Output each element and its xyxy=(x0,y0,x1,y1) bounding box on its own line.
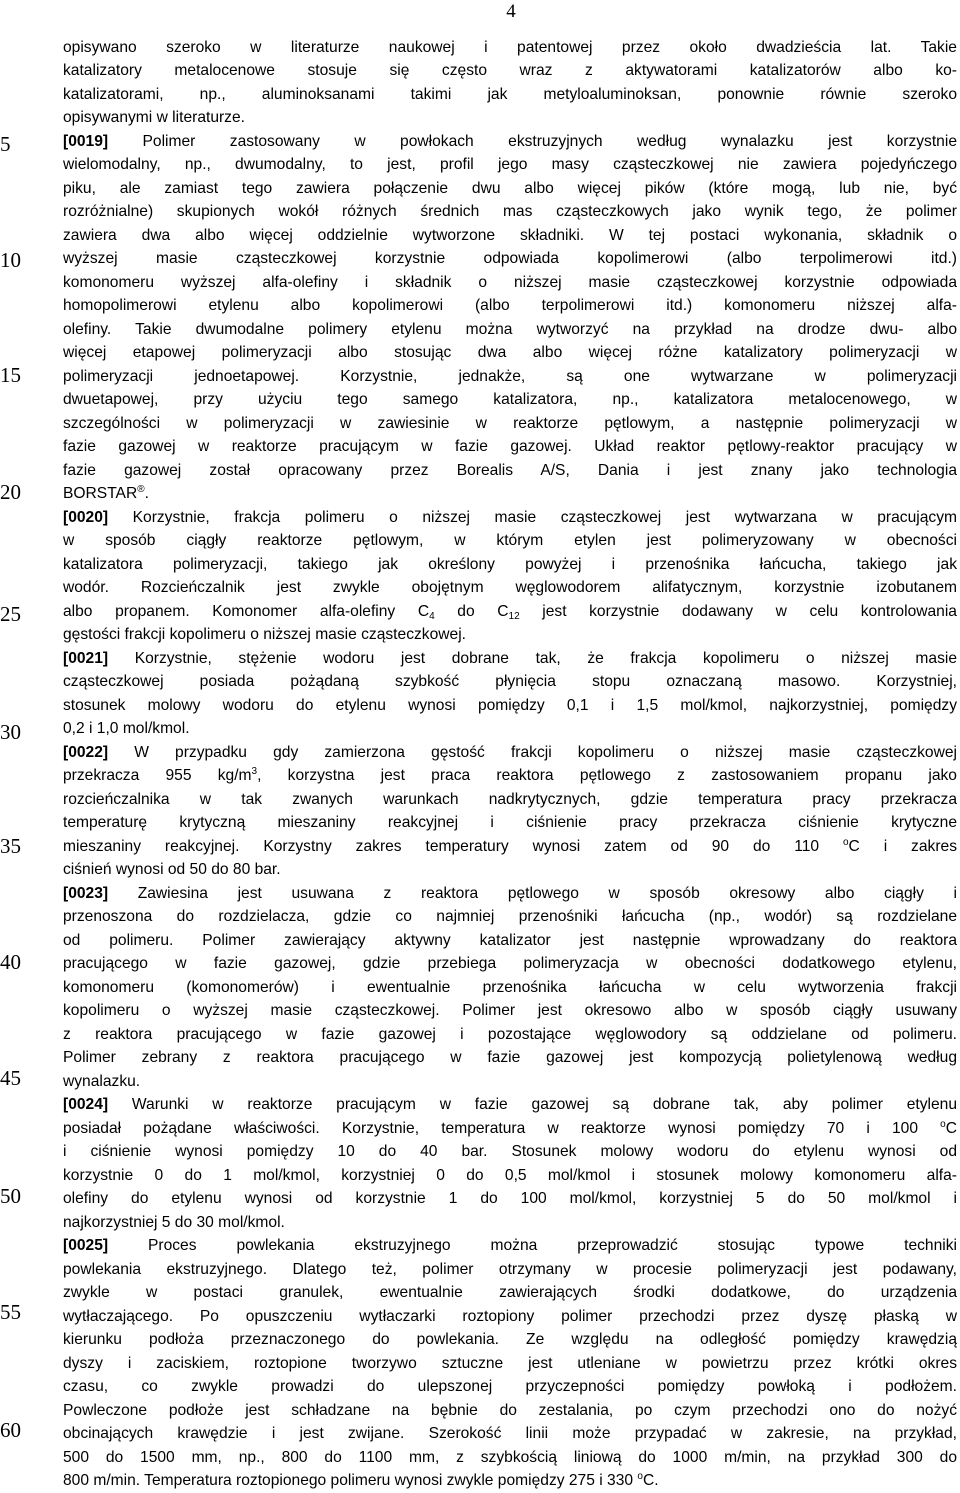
text-line: korzystnie 0 do 1 mol/kmol, korzystniej 0 do 0,5 mol/kmol i stosunek molowy komonomeru alfa- xyxy=(63,1166,957,1184)
text-line: 500 do 1500 mm, np., 800 do 1100 mm, z szybkością liniową do 1000 m/min, na przykład 300 do xyxy=(63,1448,957,1466)
text-line: homopolimerowi etylenu albo kopolimerowi (albo terpolimerowi itd.) komonomeru niższej alfa- xyxy=(63,297,957,315)
text-line: zawiera dwa albo więcej oddzielnie wytworzone składniki. W tej postaci wykonania, składnik o xyxy=(63,226,957,244)
line-number: 5 xyxy=(0,132,11,156)
line-number: 55 xyxy=(0,1300,21,1324)
text-line: gęstości frakcji kopolimeru o niższej masie cząsteczkowej. xyxy=(63,626,466,644)
paragraph-0025-line: [0025] Proces powlekania ekstruzyjnego można przeprowadzić stosując typowe techniki xyxy=(63,1237,957,1255)
line-number: 50 xyxy=(0,1184,21,1208)
text-line: mieszaniny reakcyjnej. Korzystny zakres temperatury wynosi zatem od 90 do 110 $^o$C i zakres xyxy=(63,836,957,855)
paragraph-number: [0020] xyxy=(63,508,109,526)
text-line: wodór. Rozcieńczalnik jest zwykle obojętnym węglowodorem alifatycznym, korzystnie izobutanem xyxy=(63,579,957,597)
text-line: więcej etapowej polimeryzacji albo stosując dwa albo więcej różne katalizatory polimeryzacji w xyxy=(63,344,957,362)
text-line: czasu, co zwykle prowadzi do ulepszonej przyczepności pomiędzy powłoką i podłożem. xyxy=(63,1378,957,1396)
text-line: katalizatory metalocenowe stosuje się często wraz z aktywatorami katalizatorów albo ko- xyxy=(63,62,957,80)
paragraph-number: [0023] xyxy=(63,884,109,902)
text-line: powlekania ekstruzyjnego. Dlatego też, polimer otrzymany w procesie polimeryzacji jest podawany, xyxy=(63,1260,957,1278)
paragraph-0024-line: [0024] Warunki w reaktorze pracującym w fazie gazowej są dobrane tak, aby polimer etylenu xyxy=(63,1096,957,1114)
text-line: fazie gazowej został opracowany przez Borealis A/S, Dania i jest znany jako technologia xyxy=(63,461,957,479)
text-line: opisywanymi w literaturze. xyxy=(63,109,245,127)
text-line: Polimer zebrany z reaktora pracującego w fazie gazowej jest kompozycją polietylenową według xyxy=(63,1049,957,1067)
paragraph-0019-line: [0019] Polimer zastosowany w powłokach ekstruzyjnych według wynalazku jest korzystnie xyxy=(63,132,957,150)
text-line: katalizatora polimeryzacji, takiego jak określony powyżej i przenośnika łańcucha, takiego jak xyxy=(63,555,957,573)
text-line: kierunku podłoża przeznaczonego do powlekania. Ze względu na odległość pomiędzy krawędzią xyxy=(63,1331,957,1349)
line-number: 20 xyxy=(0,480,21,504)
paragraph-number: [0021] xyxy=(63,649,109,667)
text-line: zwykle w postaci granulek, ewentualnie zawierających środki dodatkowe, do urządzenia xyxy=(63,1284,957,1302)
text-line: przenoszona do rozdzielacza, gdzie co najmniej przenośniki łańcucha (np., wodór) są rozdzielane xyxy=(63,908,957,926)
text-line: komonomeru (komonomerów) i ewentualnie przenośnika łańcucha w celu wytworzenia frakcji xyxy=(63,978,957,996)
text-line: BORSTAR®. xyxy=(63,484,149,503)
line-number: 15 xyxy=(0,363,21,387)
text-line: ciśnień wynosi od 50 do 80 bar. xyxy=(63,861,281,879)
line-number: 40 xyxy=(0,950,21,974)
paragraph-number: [0024] xyxy=(63,1096,109,1114)
line-number: 10 xyxy=(0,248,21,272)
text-line: wyższej masie cząsteczkowej korzystnie odpowiada kopolimerowi (albo terpolimerowi itd.) xyxy=(63,250,957,268)
text-line: temperaturę krytyczną mieszaniny reakcyjnej i ciśnienie pracy przekracza ciśnienie krytyczne xyxy=(63,814,957,832)
paragraph-number: [0025] xyxy=(63,1237,109,1255)
text-line: opisywano szeroko w literaturze naukowej i patentowej przez około dwadzieścia lat. Takie xyxy=(63,39,957,56)
text-line: w sposób ciągły reaktorze pętlowym, w którym etylen jest polimeryzowany w obecności xyxy=(63,532,957,550)
text-line: z reaktora pracującego w fazie gazowej i pozostające węglowodory są oddzielane od polimeru. xyxy=(63,1025,957,1043)
text-line: 0,2 i 1,0 mol/kmol. xyxy=(63,720,190,738)
text-line: posiadał pożądane właściwości. Korzystnie, temperatura w reaktorze wynosi pomiędzy 70 i 100 $^o$C xyxy=(63,1118,957,1137)
text-line: piku, ale zamiast tego zawiera połączenie dwu albo więcej pików (które mogą, lub nie, być xyxy=(63,179,957,197)
text-line: przekracza 955 $kg/m^3$, korzystna jest praca reaktora pętlowego z zastosowaniem propanu jako xyxy=(63,766,957,785)
text-line: katalizatorami, np., aluminoksanami takimi jak metyloaluminoksan, ponownie równie szeroko xyxy=(63,85,957,103)
text-line: albo propanem. Komonomer alfa-olefiny $C_4$ do $C_{12}$ jest korzystnie dodawany w celu kontrolowania xyxy=(63,602,957,622)
trademark-symbol: ® xyxy=(137,484,145,496)
text-line: stosunek molowy wodoru do etylenu wynosi pomiędzy 0,1 i 1,5 mol/kmol, najkorzystniej, pomiędzy xyxy=(63,696,957,714)
page-number: 4 xyxy=(506,1,516,22)
paragraph-number: [0019] xyxy=(63,132,109,150)
text-line: kopolimeru o wyższej masie cząsteczkowej. Polimer jest okresowo albo w sposób ciągły usuwany xyxy=(63,1002,957,1020)
text-line: olefiny. Takie dwumodalne polimery etylenu można wytworzyć na przykład na drodze dwu- albo xyxy=(63,320,957,338)
text-line: wytłaczającego. Po opuszczeniu wytłaczarki roztopiony polimer przechodzi przez dyszę płaską w xyxy=(63,1307,957,1325)
text-line: najkorzystniej 5 do 30 mol/kmol. xyxy=(63,1213,285,1231)
paragraph-0022-line: [0022] W przypadku gdy zamierzona gęstość frakcji kopolimeru o niższej masie cząsteczkowej xyxy=(63,743,957,761)
text-line: cząsteczkowej posiada pożądaną szybkość płynięcia stopu oznaczaną masowo. Korzystniej, xyxy=(63,673,957,691)
text-line: komonomeru wyższej alfa-olefiny i składnik o niższej masie cząsteczkowej korzystnie odpowiada xyxy=(63,273,957,291)
line-number: 30 xyxy=(0,720,21,744)
text-line: polimeryzacji jednoetapowej. Korzystnie, jednakże, są one wytwarzane w polimeryzacji xyxy=(63,367,957,385)
text-line: od polimeru. Polimer zawierający aktywny katalizator jest następnie wprowadzany do reaktora xyxy=(63,931,957,949)
text-line: dyszy i zaciskiem, roztopione tworzywo sztuczne jest utleniane w powietrzu przez krótki okres xyxy=(63,1354,957,1372)
text-line: rozcieńczalnika w tak zwanych warunkach nadkrytycznych, gdzie temperatura pracy przekracza xyxy=(63,790,957,808)
text-line: wynalazku. xyxy=(63,1072,141,1090)
paragraph-number: [0022] xyxy=(63,743,109,761)
text-line: 800 m/min. Temperatura roztopionego polimeru wynosi zwykle pomiędzy 275 i 330 $^o$C. xyxy=(63,1471,659,1489)
text-line: pracującego w fazie gazowej, gdzie przebiega polimeryzacja w obecności dodatkowego etylenu, xyxy=(63,955,957,973)
text-line: fazie gazowej w reaktorze pracującym w fazie gazowej. Układ reaktor pętlowy-reaktor pracujący w xyxy=(63,438,957,456)
text-line: rozróżnialne) skupionych wokół różnych średnich mas cząsteczkowych jako wynik tego, że polimer xyxy=(63,203,957,221)
text-line: wielomodalny, np., dwumodalny, to jest, profil jego masy cząsteczkowej nie zawiera pojedyńczego xyxy=(63,156,957,174)
text-line: olefiny do etylenu wynosi od korzystnie 1 do 100 mol/kmol, korzystniej 5 do 50 mol/kmol i xyxy=(63,1190,957,1208)
paragraph-0020-line: [0020] Korzystnie, frakcja polimeru o niższej masie cząsteczkowej jest wytwarzana w pracującym xyxy=(63,508,957,526)
text-line: szczególności w polimeryzacji w zawiesinie w reaktorze pętlowym, a następnie polimeryzacji w xyxy=(63,414,957,432)
line-number: 60 xyxy=(0,1418,21,1442)
text-line: obcinających krawędzie i jest zwijane. Szerokość linii może przypadać w zakresie, na przykład, xyxy=(63,1425,957,1443)
text-line: i ciśnienie wynosi pomiędzy 10 do 40 bar. Stosunek molowy wodoru do etylenu wynosi od xyxy=(63,1143,957,1161)
line-number: 35 xyxy=(0,834,21,858)
text-line: dwuetapowej, przy użyciu tego samego katalizatora, np., katalizatora metalocenowego, w xyxy=(63,391,957,409)
paragraph-0021-line: [0021] Korzystnie, stężenie wodoru jest dobrane tak, że frakcja kopolimeru o niższej masie xyxy=(63,649,957,667)
paragraph-0023-line: [0023] Zawiesina jest usuwana z reaktora pętlowego w sposób okresowy albo ciągły i xyxy=(63,884,957,902)
line-number: 45 xyxy=(0,1066,21,1090)
text-line: Powleczone podłoże jest schładzane na bębnie do zestalania, po czym przechodzi ono do nożyć xyxy=(63,1401,957,1419)
line-number: 25 xyxy=(0,602,21,626)
